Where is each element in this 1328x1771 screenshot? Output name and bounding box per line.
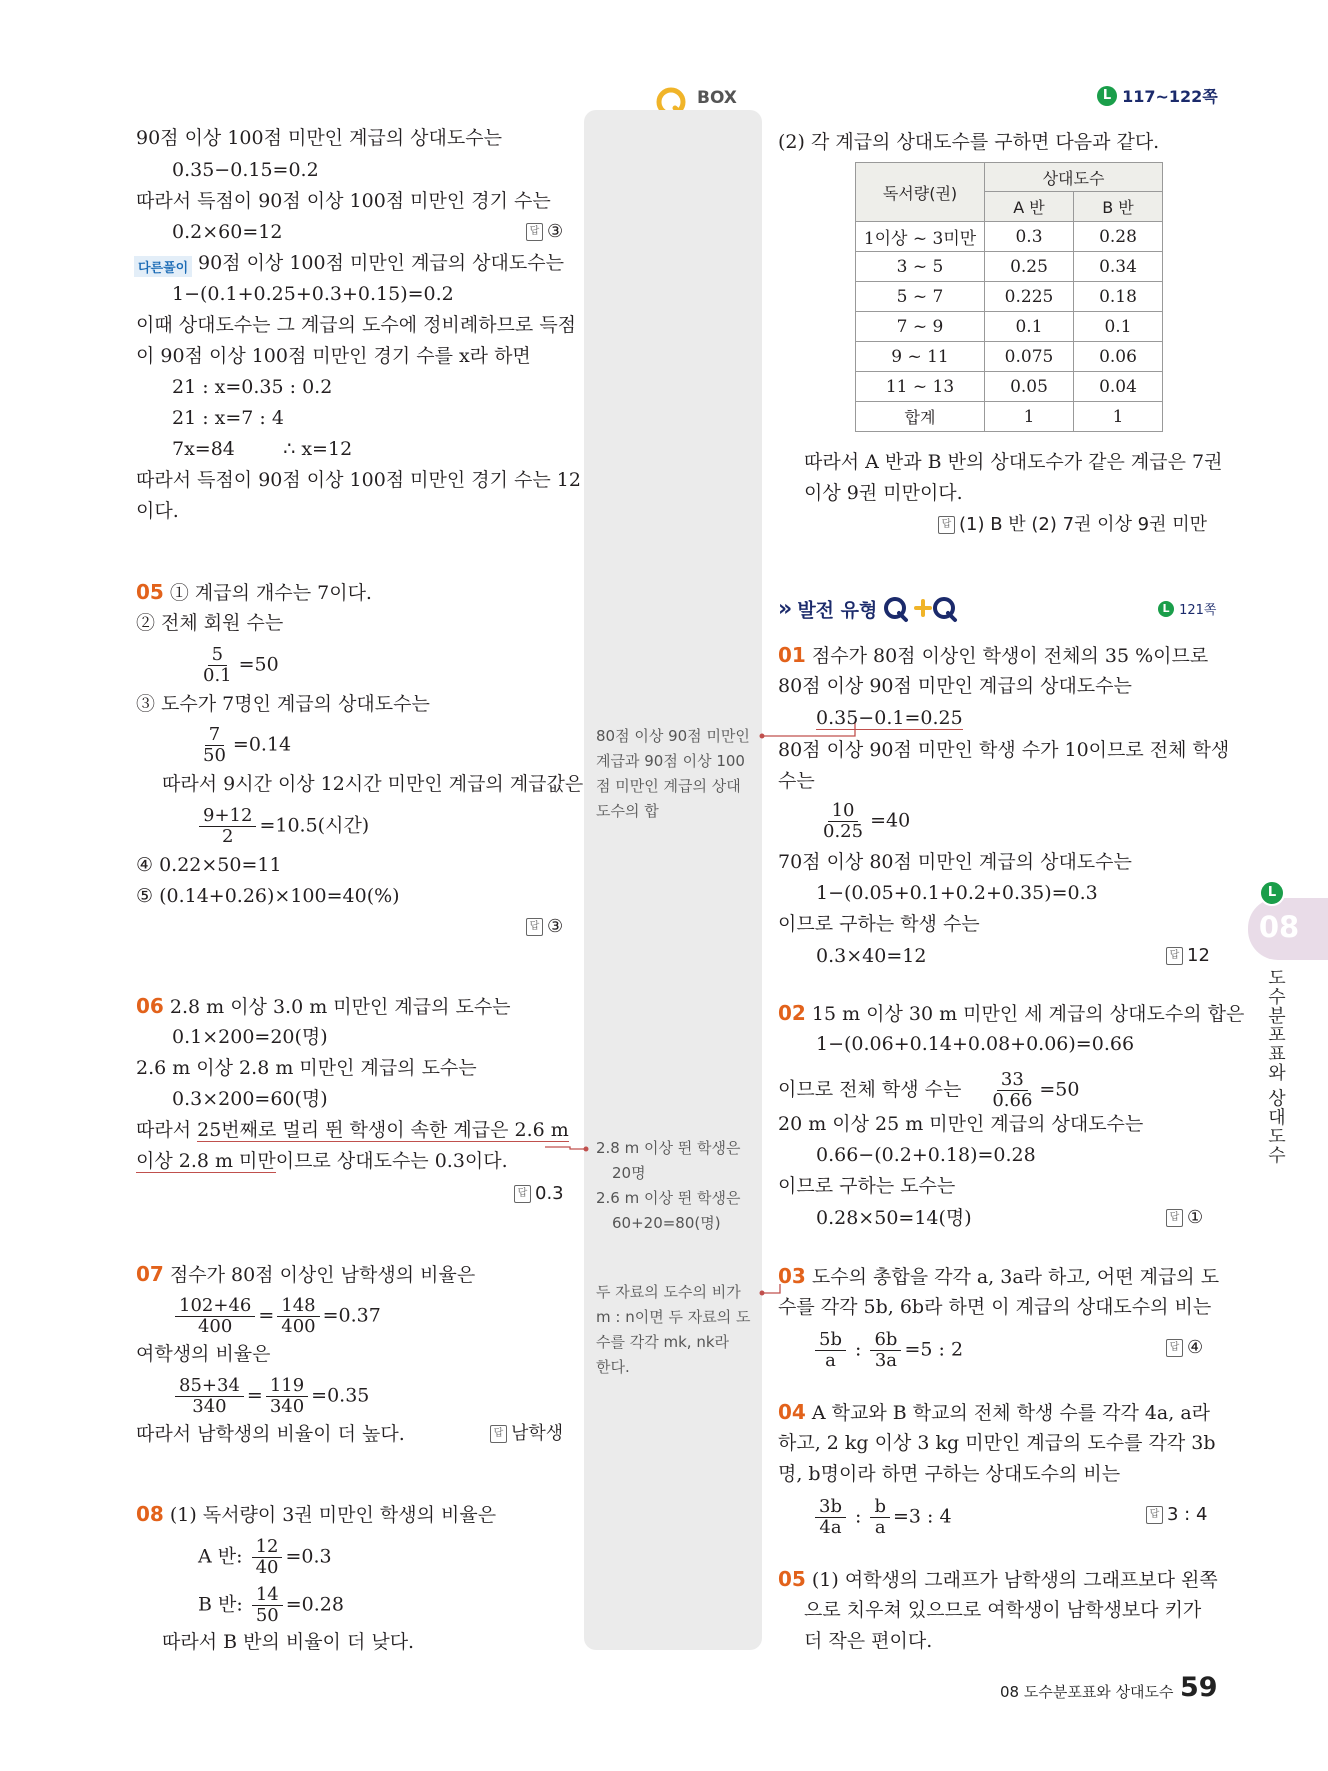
- fraction-equation: $\frac{3b}{4a}$ : $\frac{b}{a}$ =3 : 4: [812, 1497, 952, 1538]
- equation: 0.2×60=12: [172, 221, 283, 243]
- fraction-equation: $\frac{5}{0.1}$ =50: [203, 644, 279, 686]
- table-header: 독서량(권): [856, 163, 985, 222]
- answer-icon: 답: [1166, 947, 1183, 965]
- L-icon: L: [1158, 601, 1174, 617]
- text-line: 이상 9권 미만이다.: [804, 482, 963, 504]
- equation: 1−(0.1+0.25+0.3+0.15)=0.2: [172, 283, 454, 305]
- footer-chapter-title: 08 도수분포표와 상대도수: [1000, 1683, 1174, 1701]
- fraction-equation: 이므로 전체 학생 수는 $\frac{33}{0.66}$ =50: [778, 1069, 1080, 1111]
- problem-number: 03: [778, 1264, 806, 1288]
- text-line: 2.6 m 이상 2.8 m 미만인 계급의 도수는: [136, 1057, 477, 1079]
- answer: 답 ④: [1166, 1334, 1203, 1362]
- answer-icon: 답: [514, 1185, 531, 1203]
- text-line: 이상 2.8 m 미만이므로 상대도수는 0.3이다.: [136, 1150, 508, 1172]
- text-line: 따라서 B 반의 비율이 더 낮다.: [162, 1631, 415, 1653]
- problem-number: 08: [136, 1502, 164, 1526]
- problem-number: 07: [136, 1262, 164, 1286]
- underlined-text: 25번째로 멀리 뛴 학생이 속한 계급은 2.6 m: [197, 1119, 569, 1141]
- table-header: A 반: [985, 192, 1074, 222]
- text-line: 으로 치우쳐 있으므로 여학생이 남학생보다 키가: [804, 1599, 1202, 1621]
- text-line: 따라서 득점이 90점 이상 100점 미만인 경기 수는 12: [136, 469, 581, 491]
- box-label: BOX: [697, 88, 737, 108]
- text-line: ① 계급의 개수는 7이다.: [169, 582, 372, 604]
- text-line: 20 m 이상 25 m 미만인 계급의 상대도수는: [778, 1113, 1144, 1135]
- fraction-equation: A 반: $\frac{12}{40}$ =0.3: [198, 1536, 332, 1578]
- answer: 답 12: [1166, 942, 1210, 970]
- table-row: 11 ~ 13 0.05 0.04: [856, 372, 1163, 402]
- answer-icon: 답: [490, 1425, 507, 1443]
- fraction-equation: $\frac{85+34}{340}$ = $\frac{119}{340}$ =0.35: [172, 1376, 369, 1417]
- equation: 1−(0.05+0.1+0.2+0.35)=0.3: [816, 882, 1098, 904]
- answer-icon: 답: [1166, 1209, 1183, 1227]
- problem-number: 01: [778, 643, 806, 667]
- text-line: (2) 각 계급의 상대도수를 구하면 다음과 같다.: [778, 131, 1160, 153]
- text-line: 70점 이상 80점 미만인 계급의 상대도수는: [778, 851, 1132, 873]
- double-chevron-icon: »: [778, 596, 793, 622]
- underlined-text: 이상 2.8 m 미만: [136, 1150, 276, 1172]
- problem-number: 05: [136, 580, 164, 604]
- table-row: 1이상 ~ 3미만 0.3 0.28: [856, 222, 1163, 252]
- text-line: ⑤ (0.14+0.26)×100=40(%): [136, 885, 400, 907]
- text-line: 80점 이상 90점 미만인 계급의 상대도수는: [778, 675, 1132, 697]
- answer-icon: 답: [938, 516, 955, 534]
- text-line: ④ 0.22×50=11: [136, 854, 282, 876]
- text-line: 90점 이상 100점 미만인 계급의 상대도수는: [136, 127, 502, 149]
- text-line: 이때 상대도수는 그 계급의 도수에 정비례하므로 득점: [136, 314, 577, 336]
- table-row: 9 ~ 11 0.075 0.06: [856, 342, 1163, 372]
- answer: 답 (1) B 반 (2) 7권 이상 9권 미만: [938, 511, 1207, 539]
- text-line: 2.8 m 이상 3.0 m 미만인 계급의 도수는: [169, 996, 511, 1018]
- advanced-ref-badge: L 121쪽: [1158, 598, 1216, 618]
- table-header: 상대도수: [985, 163, 1163, 192]
- q-plus-q-icon: [882, 594, 964, 624]
- fraction-equation: $\frac{5b}{a}$ : $\frac{6b}{3a}$ =5 : 2: [812, 1330, 963, 1371]
- fraction-equation: $\frac{102+46}{400}$ = $\frac{148}{400}$ =0.37: [172, 1296, 381, 1337]
- fraction-equation: $\frac{7}{50}$ =0.14: [203, 724, 292, 766]
- chapter-number: 08: [1258, 910, 1300, 944]
- chapter-tab[interactable]: [1248, 898, 1328, 960]
- problem-number: 06: [136, 994, 164, 1018]
- problem-number: 02: [778, 1001, 806, 1025]
- text-line: ② 전체 회원 수는: [136, 612, 284, 634]
- table-row: 3 ~ 5 0.25 0.34: [856, 252, 1163, 282]
- text-line: 이므로 구하는 도수는: [778, 1175, 956, 1197]
- table-total-row: 합계 1 1: [856, 402, 1163, 432]
- text-line: (1) 독서량이 3권 미만인 학생의 비율은: [169, 1504, 497, 1526]
- equation: 21 : x=0.35 : 0.2: [172, 376, 333, 398]
- equation: 0.66−(0.2+0.18)=0.28: [816, 1144, 1036, 1166]
- table-row: 7 ~ 9 0.1 0.1: [856, 312, 1163, 342]
- answer: 답 ①: [1166, 1204, 1203, 1232]
- alt-solution-badge: 다른풀이: [134, 256, 192, 277]
- answer: 답 남학생: [490, 1420, 563, 1448]
- table-row: 5 ~ 7 0.225 0.18: [856, 282, 1163, 312]
- text-line: ③ 도수가 7명인 계급의 상대도수는: [136, 693, 430, 715]
- equation: 21 : x=7 : 4: [172, 407, 284, 429]
- problem-number: 05: [778, 1567, 806, 1591]
- fraction-equation: $\frac{9+12}{2}$ =10.5(시간): [196, 806, 369, 847]
- side-L-icon: L: [1259, 880, 1285, 906]
- answer: 답 3 : 4: [1146, 1501, 1207, 1529]
- answer: 답 ③: [526, 913, 563, 941]
- text-line: 따라서 남학생의 비율이 더 높다.: [136, 1423, 405, 1445]
- text-line: 90점 이상 100점 미만인 계급의 상대도수는: [198, 252, 564, 274]
- text-line: 이 90점 이상 100점 미만인 경기 수를 x라 하면: [136, 345, 531, 367]
- text-line: 하고, 2 kg 이상 3 kg 미만인 계급의 도수를 각각 3b: [778, 1432, 1216, 1454]
- equation: 0.3×40=12: [816, 945, 927, 967]
- text-line: 점수가 80점 이상인 남학생의 비율은: [169, 1264, 476, 1286]
- answer: 답 ③: [526, 218, 563, 246]
- equation: 0.3×200=60(명): [172, 1088, 328, 1110]
- relative-frequency-table: [855, 162, 1163, 432]
- text-line: 따라서 9시간 이상 12시간 미만인 계급의 계급값은: [162, 773, 584, 795]
- answer-icon: 답: [1166, 1339, 1183, 1357]
- chapter-title-vertical: 도수분포표와 상대도수: [1265, 968, 1286, 1165]
- page-ref: 117~122쪽: [1122, 87, 1218, 106]
- equation: 0.35−0.1=0.25: [816, 707, 963, 729]
- problem-number: 04: [778, 1400, 806, 1424]
- text-line: 이므로 구하는 학생 수는: [778, 913, 980, 935]
- equation: 7x=84 ∴ x=12: [172, 438, 353, 460]
- equation: 1−(0.06+0.14+0.08+0.06)=0.66: [816, 1033, 1135, 1055]
- equation: 0.35−0.15=0.2: [172, 159, 319, 181]
- page-number: 59: [1180, 1672, 1218, 1703]
- text-line: 여학생의 비율은: [136, 1343, 271, 1365]
- answer: 답 0.3: [514, 1180, 564, 1208]
- answer-icon: 답: [526, 918, 543, 936]
- text-line: 80점 이상 90점 미만인 학생 수가 10이므로 전체 학생: [778, 739, 1230, 761]
- text-line: 더 작은 편이다.: [804, 1630, 933, 1652]
- answer-icon: 답: [1146, 1506, 1163, 1524]
- advanced-section-header: [778, 594, 964, 624]
- text-line: 따라서 A 반과 B 반의 상대도수가 같은 계급은 7권: [804, 451, 1223, 473]
- advanced-title: 발전 유형: [797, 599, 878, 622]
- text-line: 수는: [778, 770, 815, 792]
- text-line: 수를 각각 5b, 6b라 하면 이 계급의 상대도수의 비는: [778, 1296, 1212, 1318]
- equation: 0.1×200=20(명): [172, 1026, 328, 1048]
- fraction-equation: B 반: $\frac{14}{50}$ =0.28: [198, 1584, 344, 1626]
- text-line: 따라서 25번째로 멀리 뛴 학생이 속한 계급은 2.6 m: [136, 1119, 569, 1141]
- L-icon: L: [1097, 86, 1117, 106]
- text-line: 명, b명이라 하면 구하는 상대도수의 비는: [778, 1463, 1121, 1485]
- answer-icon: 답: [526, 223, 543, 241]
- text-line: 이다.: [136, 500, 179, 522]
- table-header: B 반: [1074, 192, 1163, 222]
- text-line: 따라서 득점이 90점 이상 100점 미만인 경기 수는: [136, 190, 551, 212]
- equation: 0.28×50=14(명): [816, 1207, 972, 1229]
- fraction-equation: $\frac{10}{0.25}$ =40: [823, 800, 911, 842]
